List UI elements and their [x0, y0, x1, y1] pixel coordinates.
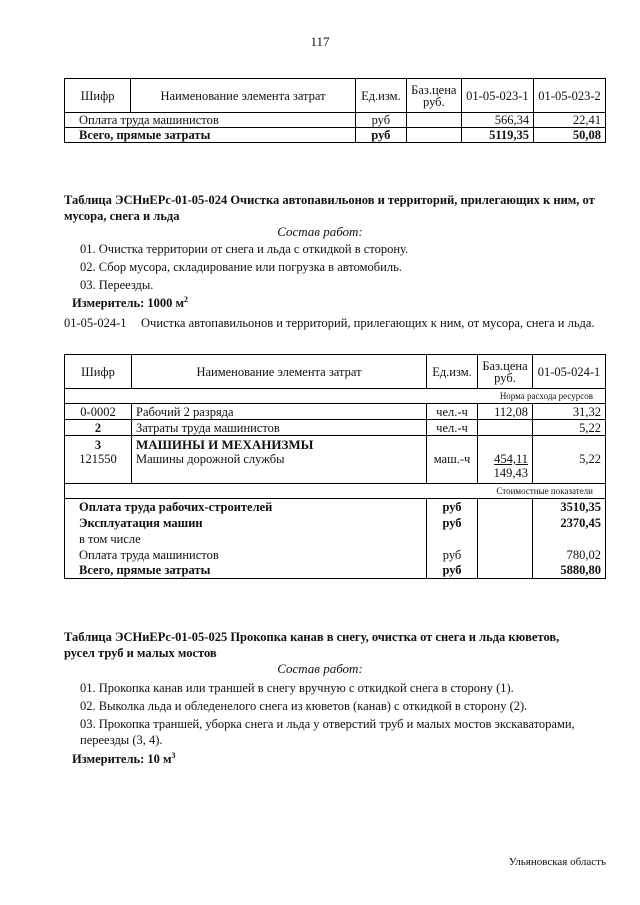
group-code-cell — [65, 436, 132, 484]
section-024-title: Таблица ЭСНиЕРс-01-05-024 Очистка автопавильонов и территорий, прилегающих к ним, от мусора, снега и льда — [64, 193, 595, 223]
table-header-row — [65, 79, 606, 113]
table-row — [65, 420, 606, 436]
group-sub-code: 121550 — [79, 452, 117, 466]
row-name: Оплата труда машинистов — [65, 113, 356, 128]
total-value: 780,02 — [533, 547, 606, 563]
row-unit: руб — [355, 113, 406, 128]
row-code: 2 — [65, 420, 132, 436]
table-header-row — [65, 355, 606, 389]
total-name: Оплата труда машинистов — [65, 547, 427, 563]
work-item: 01. Очистка территории от снега и льда с откидкой в сторону. — [80, 242, 409, 256]
total-unit: руб — [427, 499, 478, 515]
section-025-title: Таблица ЭСНиЕРс-01-05-025 Прокопка канав в снегу, очистка от снега и льда кюветов, — [64, 630, 560, 644]
total-unit: руб — [427, 515, 478, 531]
group-sub-name: Машины дорожной службы — [136, 452, 285, 466]
table-row — [65, 128, 606, 143]
table-costs-023 — [64, 78, 606, 143]
work-item: 03. Переезды. — [80, 278, 154, 292]
total-price — [478, 515, 533, 531]
header-unit: Ед.изм. — [355, 79, 406, 113]
header-col1: 01-05-024-1 — [533, 355, 606, 389]
norm-label-row — [65, 389, 606, 404]
group-price-2: 149,43 — [493, 466, 528, 480]
header-name: Наименование элемента затрат — [131, 79, 356, 113]
row-value-1: 566,34 — [461, 113, 533, 128]
totals-row — [65, 547, 606, 563]
work-item: переезды (3, 4). — [80, 733, 163, 747]
table-row — [65, 113, 606, 128]
total-name: Эксплуатация машин — [65, 515, 427, 531]
cost-label-row — [65, 484, 606, 499]
group-price-1: 454,11 — [494, 452, 528, 466]
row-price — [478, 420, 533, 436]
row-name: Рабочий 2 разряда — [132, 404, 427, 420]
totals-row — [65, 499, 606, 515]
row-price — [406, 113, 461, 128]
work-item: 02. Сбор мусора, складирование или погрузка в автомобиль. — [80, 260, 402, 274]
total-value — [533, 531, 606, 547]
total-price — [478, 547, 533, 563]
section-024-subtitle: Состав работ: — [277, 224, 363, 239]
item-code-024: 01-05-024-1 — [64, 316, 127, 330]
header-code: Шифр — [65, 79, 131, 113]
row-unit: чел.-ч — [427, 420, 478, 436]
measure-025: Измеритель: 10 $м^3$ — [72, 751, 176, 767]
work-item: 02. Выколка льда и обледенелого снега из кюветов (канав) с откидкой в сторону (2). — [80, 699, 528, 713]
row-name: Затраты труда машинистов — [132, 420, 427, 436]
header-col2: 01-05-023-2 — [534, 79, 606, 113]
row-unit: чел.-ч — [427, 404, 478, 420]
total-name: Оплата труда рабочих-строителей — [65, 499, 427, 515]
work-item: 03. Прокопка траншей, уборка снега и льда у отверстий труб и малых мостов экскаваторами, — [80, 717, 575, 731]
totals-row — [65, 515, 606, 531]
totals-row — [65, 531, 606, 547]
group-name: МАШИНЫ И МЕХАНИЗМЫ — [136, 437, 314, 452]
header-price: Баз.цена руб. — [406, 79, 461, 113]
footer-region: Ульяновская область — [508, 856, 606, 868]
total-name: в том числе — [65, 531, 427, 547]
section-025-subtitle: Состав работ: — [277, 661, 363, 676]
total-price — [478, 499, 533, 515]
norm-label: Норма расхода ресурсов — [65, 389, 606, 404]
total-price — [478, 531, 533, 547]
total-value: 5880,80 — [533, 563, 606, 579]
total-value: 3510,35 — [533, 499, 606, 515]
item-text-024: Очистка автопавильонов и территорий, прилегающих к ним, от мусора, снега и льда. — [141, 316, 595, 330]
row-price: 112,08 — [478, 404, 533, 420]
group-row — [65, 436, 606, 484]
header-col1: 01-05-023-1 — [461, 79, 533, 113]
total-value: 2370,45 — [533, 515, 606, 531]
row-value-2: 50,08 — [534, 128, 606, 143]
row-value-1: 5119,35 — [461, 128, 533, 143]
row-name: Всего, прямые затраты — [65, 128, 356, 143]
total-unit — [427, 531, 478, 547]
row-value-2: 22,41 — [534, 113, 606, 128]
section-025-title-cont: русел труб и малых мостов — [64, 646, 217, 660]
group-name-cell — [132, 436, 427, 484]
cost-label: Стоимостные показатели — [65, 484, 606, 499]
row-price — [406, 128, 461, 143]
total-unit: руб — [427, 563, 478, 579]
row-value: 31,32 — [533, 404, 606, 420]
row-code: 0-0002 — [65, 404, 132, 420]
header-price: Баз.цена руб. — [478, 355, 533, 389]
group-code: 3 — [94, 438, 102, 452]
totals-row — [65, 563, 606, 579]
page-number: 117 — [310, 34, 330, 49]
measure-024: Измеритель: 1000 $м^2$ — [72, 295, 189, 311]
row-unit: руб — [355, 128, 406, 143]
group-price-cell — [478, 436, 533, 484]
table-costs-024 — [64, 354, 606, 579]
total-unit: руб — [427, 547, 478, 563]
group-value: 5,22 — [533, 436, 606, 484]
work-item: 01. Прокопка канав или траншей в снегу вручную с откидкой снега в сторону (1). — [80, 681, 514, 695]
header-code: Шифр — [65, 355, 132, 389]
total-price — [478, 563, 533, 579]
row-value: 5,22 — [533, 420, 606, 436]
total-name: Всего, прямые затраты — [65, 563, 427, 579]
group-sub-unit: маш.-ч — [427, 436, 478, 484]
table-row — [65, 404, 606, 420]
header-unit: Ед.изм. — [427, 355, 478, 389]
header-name: Наименование элемента затрат — [132, 355, 427, 389]
